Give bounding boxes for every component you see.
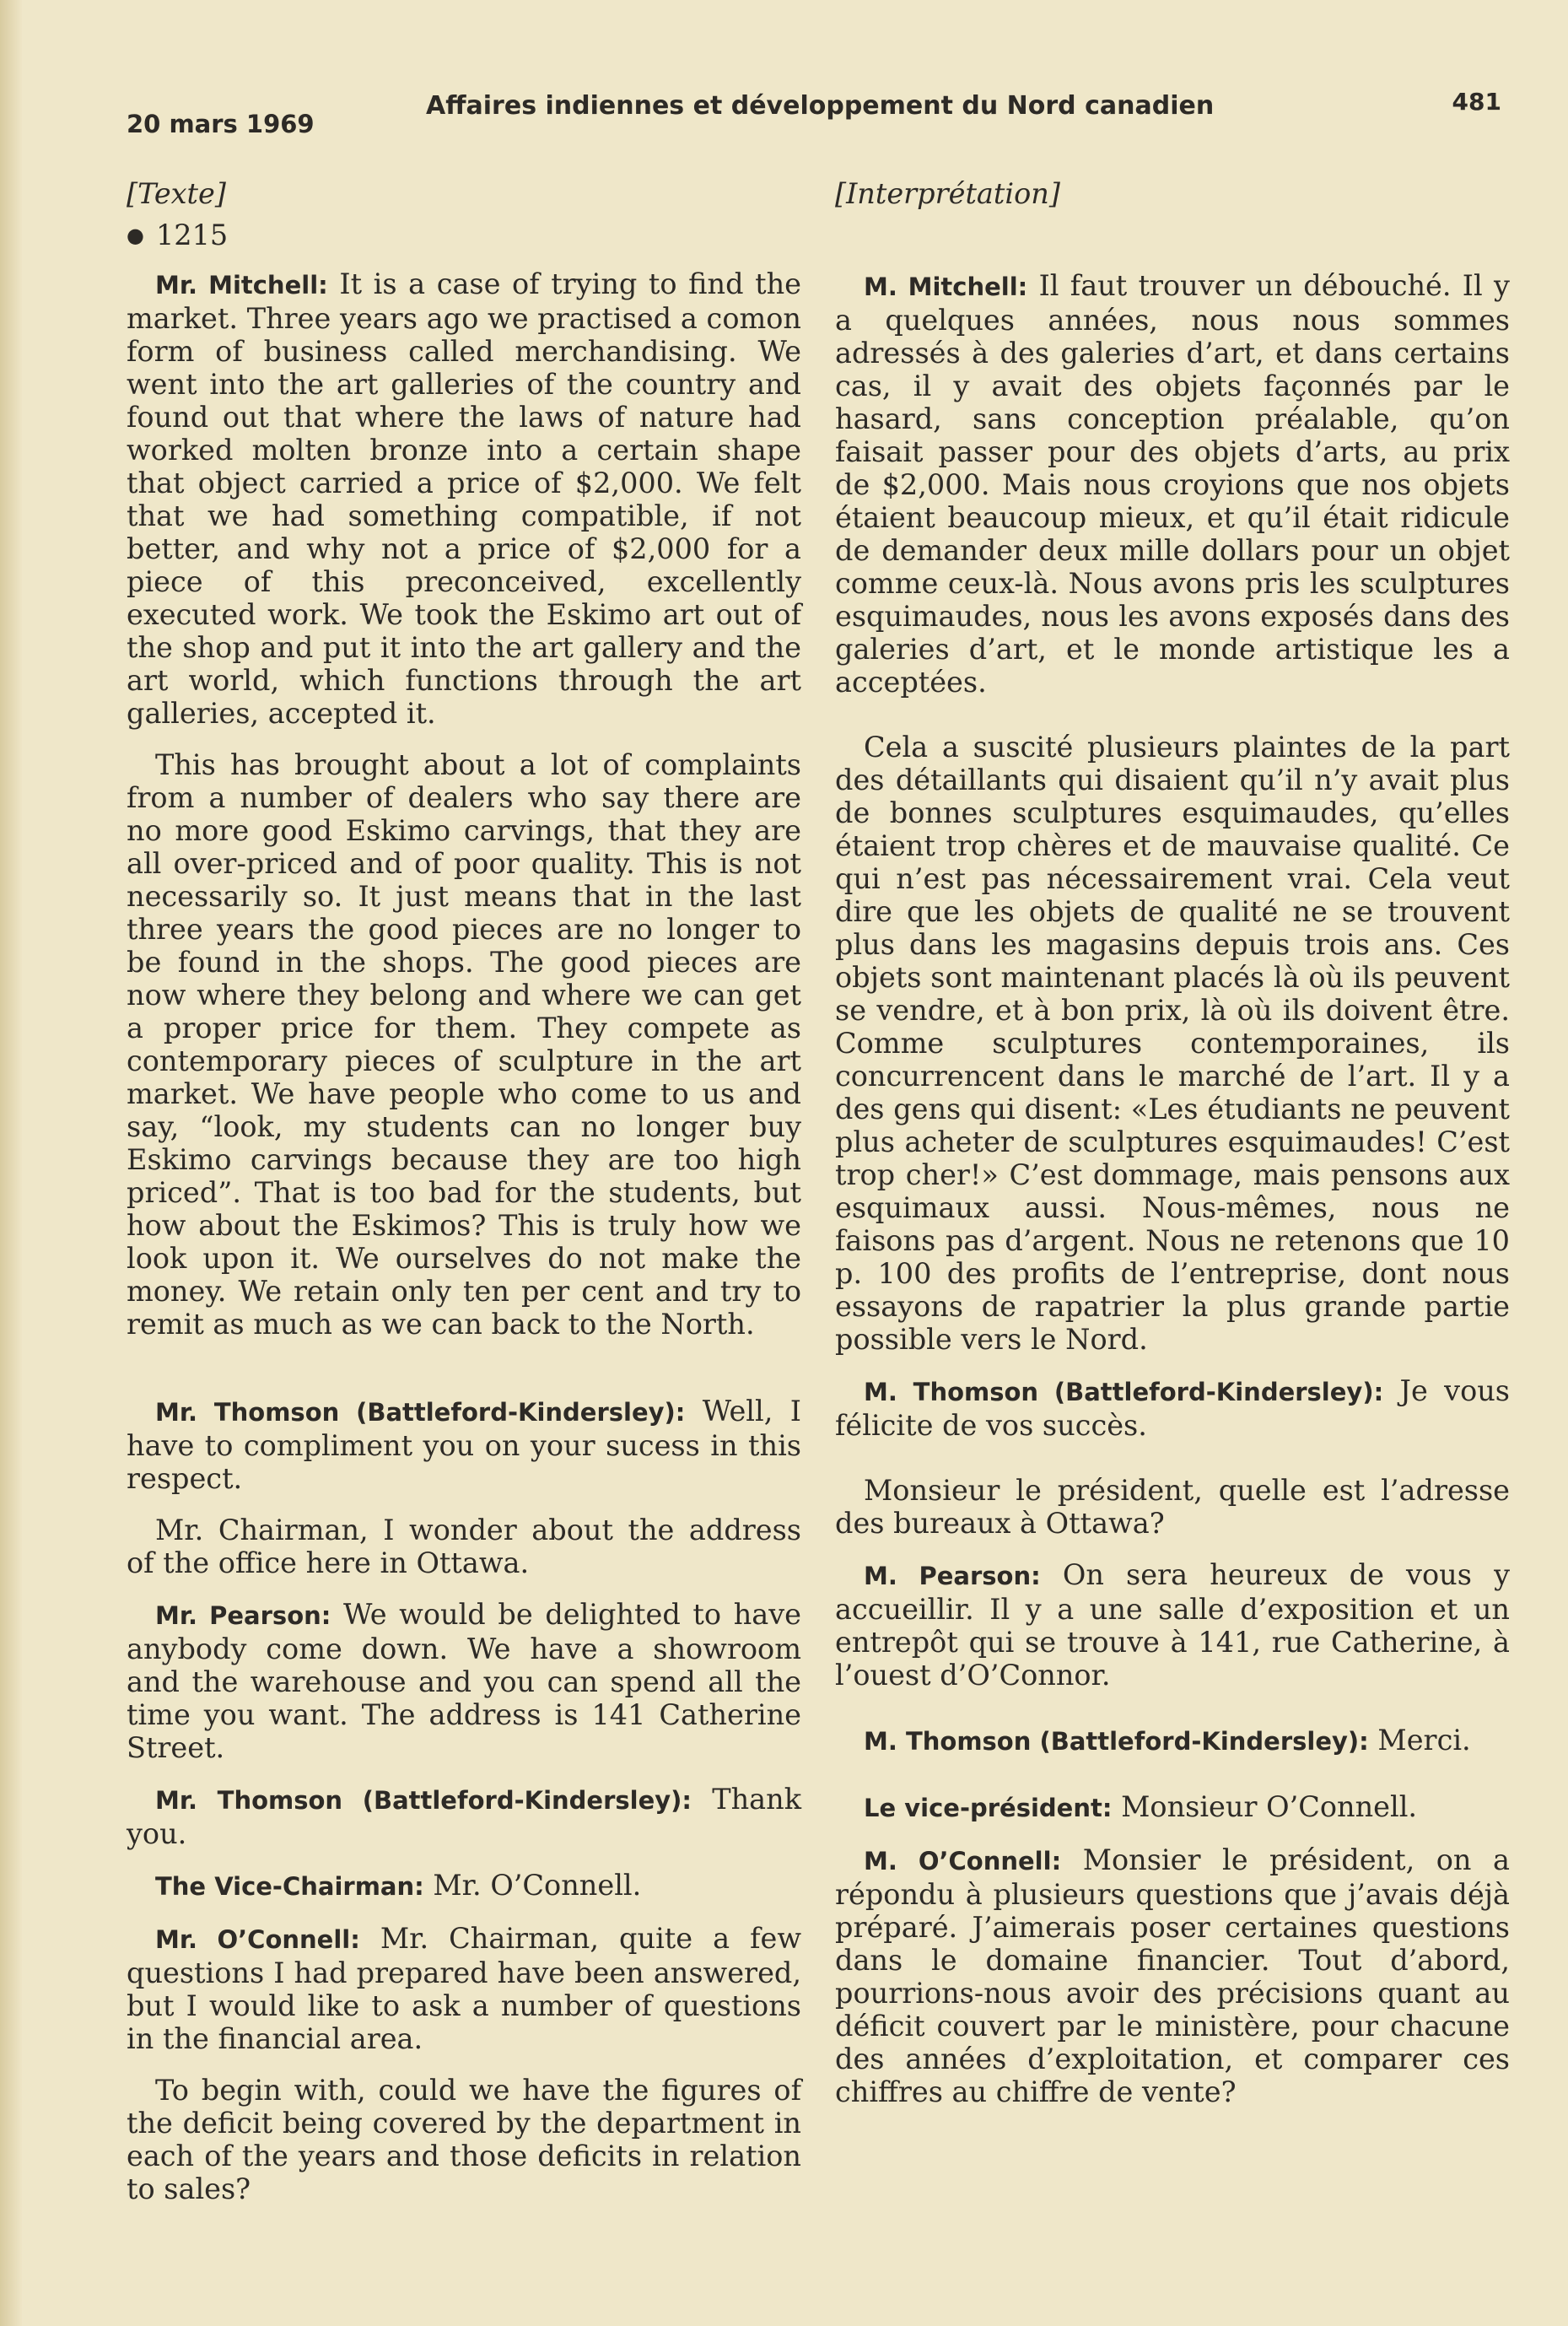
paragraph [127,1395,801,1495]
spacer [835,1710,1510,1724]
speaker-name: Mr. Mitchell: [155,271,328,300]
speaker-name: M. Thomson (Battleford-Kindersley): [864,1727,1369,1756]
running-header [127,84,1501,138]
paragraph-text: Merci. [1368,1724,1471,1757]
header-date: 20 mars 1969 [127,110,315,138]
paragraph-text: We would be delighted to have anybody come down. We have a showroom and the warehouse and you can spend all the time you want. The address is 141 Catherine Street. [127,1598,801,1764]
paragraph [127,1598,801,1764]
paragraph-text: To begin with, could we have the figures of the deficit being covered by the department in each of the years and those deficits in relation to sales? [127,2074,801,2205]
speaker-name: Mr. O’Connell: [155,1925,360,1954]
paragraph [127,1922,801,2055]
spacer [127,1359,801,1395]
french-column [835,177,1510,2127]
text-marker: [Texte] [127,177,226,210]
interpretation-marker: [Interprétation] [835,177,1060,210]
paragraph [835,731,1510,1356]
speaker-name: The Vice-Chairman: [155,1872,424,1901]
paragraph [835,269,1510,699]
paragraph [835,1558,1510,1692]
english-column [127,177,801,2224]
document-page [127,84,1510,2278]
paragraph-text: Thank you. [127,1783,801,1850]
paragraph-text: Monsier le président, on a répondu à plusieurs questions que j’avais déjà préparé. J’aimerais poser certaines questions dans le domaine financier. Tout d’abord, pourrions-nous avoir des précisions quant au déficit couvert par le ministère, pour chacune des années d’exploitation, et comparer ces chiffres au chiffre de vente? [835,1843,1510,2108]
speaker-name: Mr. Pearson: [155,1601,331,1630]
paragraph [835,1724,1510,1758]
paragraph-text: Well, I have to compliment you on your sucess in this respect. [127,1395,801,1495]
paragraph [127,1783,801,1850]
bullet-icon: ● [127,224,144,247]
reference-line [127,219,801,252]
paragraph-text: Je vous félicite de vos succès. [835,1374,1510,1442]
speaker-name: M. Thomson (Battleford-Kindersley): [864,1378,1384,1406]
spacer [835,717,1510,731]
speaker-name: Le vice-président: [864,1794,1113,1822]
paragraph-text: Cela a suscité plusieurs plaintes de la part des détaillants qui disaient qu’il n’y avait plus de bonnes sculptures esquimaudes, qu’elles étaient trop chères et de mauvaise qualité. Ce qui n’est pas nécessairement vrai. Cela veut dire que les objets de qualité ne se trouvent plus dans les magasins depuis trois ans. Ces objets sont maintenant placés là où ils peuvent se vendre, et à bon prix, là où ils doivent être. Comme sculptures contemporaines, ils concurrencent dans le marché de l’art. Il y a des gens qui disent: «Les étudiants ne peuvent plus acheter de sculptures esquimaudes! C’est trop cher!» C’est dommage, mais pensons aux esquimaux aussi. Nous-mêmes, nous ne faisons pas d’argent. Nous ne retenons que 10 p. 100 des profits de l’entreprise, dont nous essayons de rapatrier la plus grande partie possible vers le Nord. [835,731,1510,1356]
paragraph-text: Monsieur le président, quelle est l’adresse des bureaux à Ottawa? [835,1474,1510,1540]
binding-gutter [0,0,22,2326]
paragraph [835,1843,1510,2108]
paragraph-text: Mr. Chairman, I wonder about the address of the office here in Ottawa. [127,1514,801,1579]
speaker-name: Mr. Thomson (Battleford-Kindersley): [155,1398,686,1427]
paragraph-text: Mr. Chairman, quite a few questions I had prepared have been answered, but I would like to ask a number of questions in the financial area. [127,1922,801,2055]
speaker-name: Mr. Thomson (Battleford-Kindersley): [155,1786,692,1815]
paragraph [835,1790,1510,1825]
paragraph-text: Monsieur O’Connell. [1112,1790,1418,1823]
reference-number: 1215 [155,219,229,251]
spacer [835,1777,1510,1790]
paragraph [127,2074,801,2205]
spacer [835,1460,1510,1474]
spacer [835,210,1510,269]
paragraph [835,1474,1510,1540]
speaker-name: M. O’Connell: [864,1847,1062,1875]
page-number: 481 [1452,88,1501,116]
paragraph-text: On sera heureux de vous y accueillir. Il y a une salle d’exposition et un entrepôt qui se trouve à 141, rue Catherine, à l’ouest d’O’Connor. [835,1558,1510,1692]
paragraph [127,267,801,730]
paragraph [835,1374,1510,1442]
paragraph [127,748,801,1341]
speaker-name: M. Mitchell: [864,273,1028,301]
paragraph [127,1514,801,1579]
paragraph [127,1869,801,1903]
paragraph-text: It is a case of trying to find the market. Three years ago we practised a comon form of business called merchandising. We went into the art galleries of the country and found out that where the laws of nature had worked molten bronze into a certain shape that object carried a price of $2,000. We felt that we had something compatible, if not better, and why not a price of $2,000 for a piece of this preconceived, excellently executed work. We took the Eskimo art out of the shop and put it into the art gallery and the art world, which functions through the art galleries, accepted it. [127,267,801,730]
paragraph-text: Il faut trouver un débouché. Il y a quelques années, nous nous sommes adressés à des galeries d’art, et dans certains cas, il y avait des objets façonnés par le hasard, sans conception préalable, qu’on faisait passer pour des objets d’arts, au prix de $2,000. Mais nous croyions que nos objets étaient beaucoup mieux, et qu’il était ridicule de demander deux mille dollars pour un objet comme ceux-là. Nous avons pris les sculptures esquimaudes, nous les avons exposés dans des galeries d’art, et le monde artistique les a acceptées. [835,269,1510,699]
speaker-name: M. Pearson: [864,1562,1041,1590]
paragraph-text: This has brought about a lot of complaints from a number of dealers who say there are no more good Eskimo carvings, that they are all over-priced and of poor quality. This is not necessarily so. It just means that in the last three years the good pieces are no longer to be found in the shops. The good pieces are now where they belong and where we can get a proper price for them. They compete as contemporary pieces of sculpture in the art market. We have people who come to us and say, “look, my students can no longer buy Eskimo carvings because they are too high priced”. That is too bad for the students, but how about the Eskimos? This is truly how we look upon it. We ourselves do not make the money. We retain only ten per cent and try to remit as much as we can back to the North. [127,748,801,1341]
header-title: Affaires indiennes et développement du Nord canadien [426,91,1215,121]
paragraph-text: Mr. O’Connell. [423,1869,642,1902]
